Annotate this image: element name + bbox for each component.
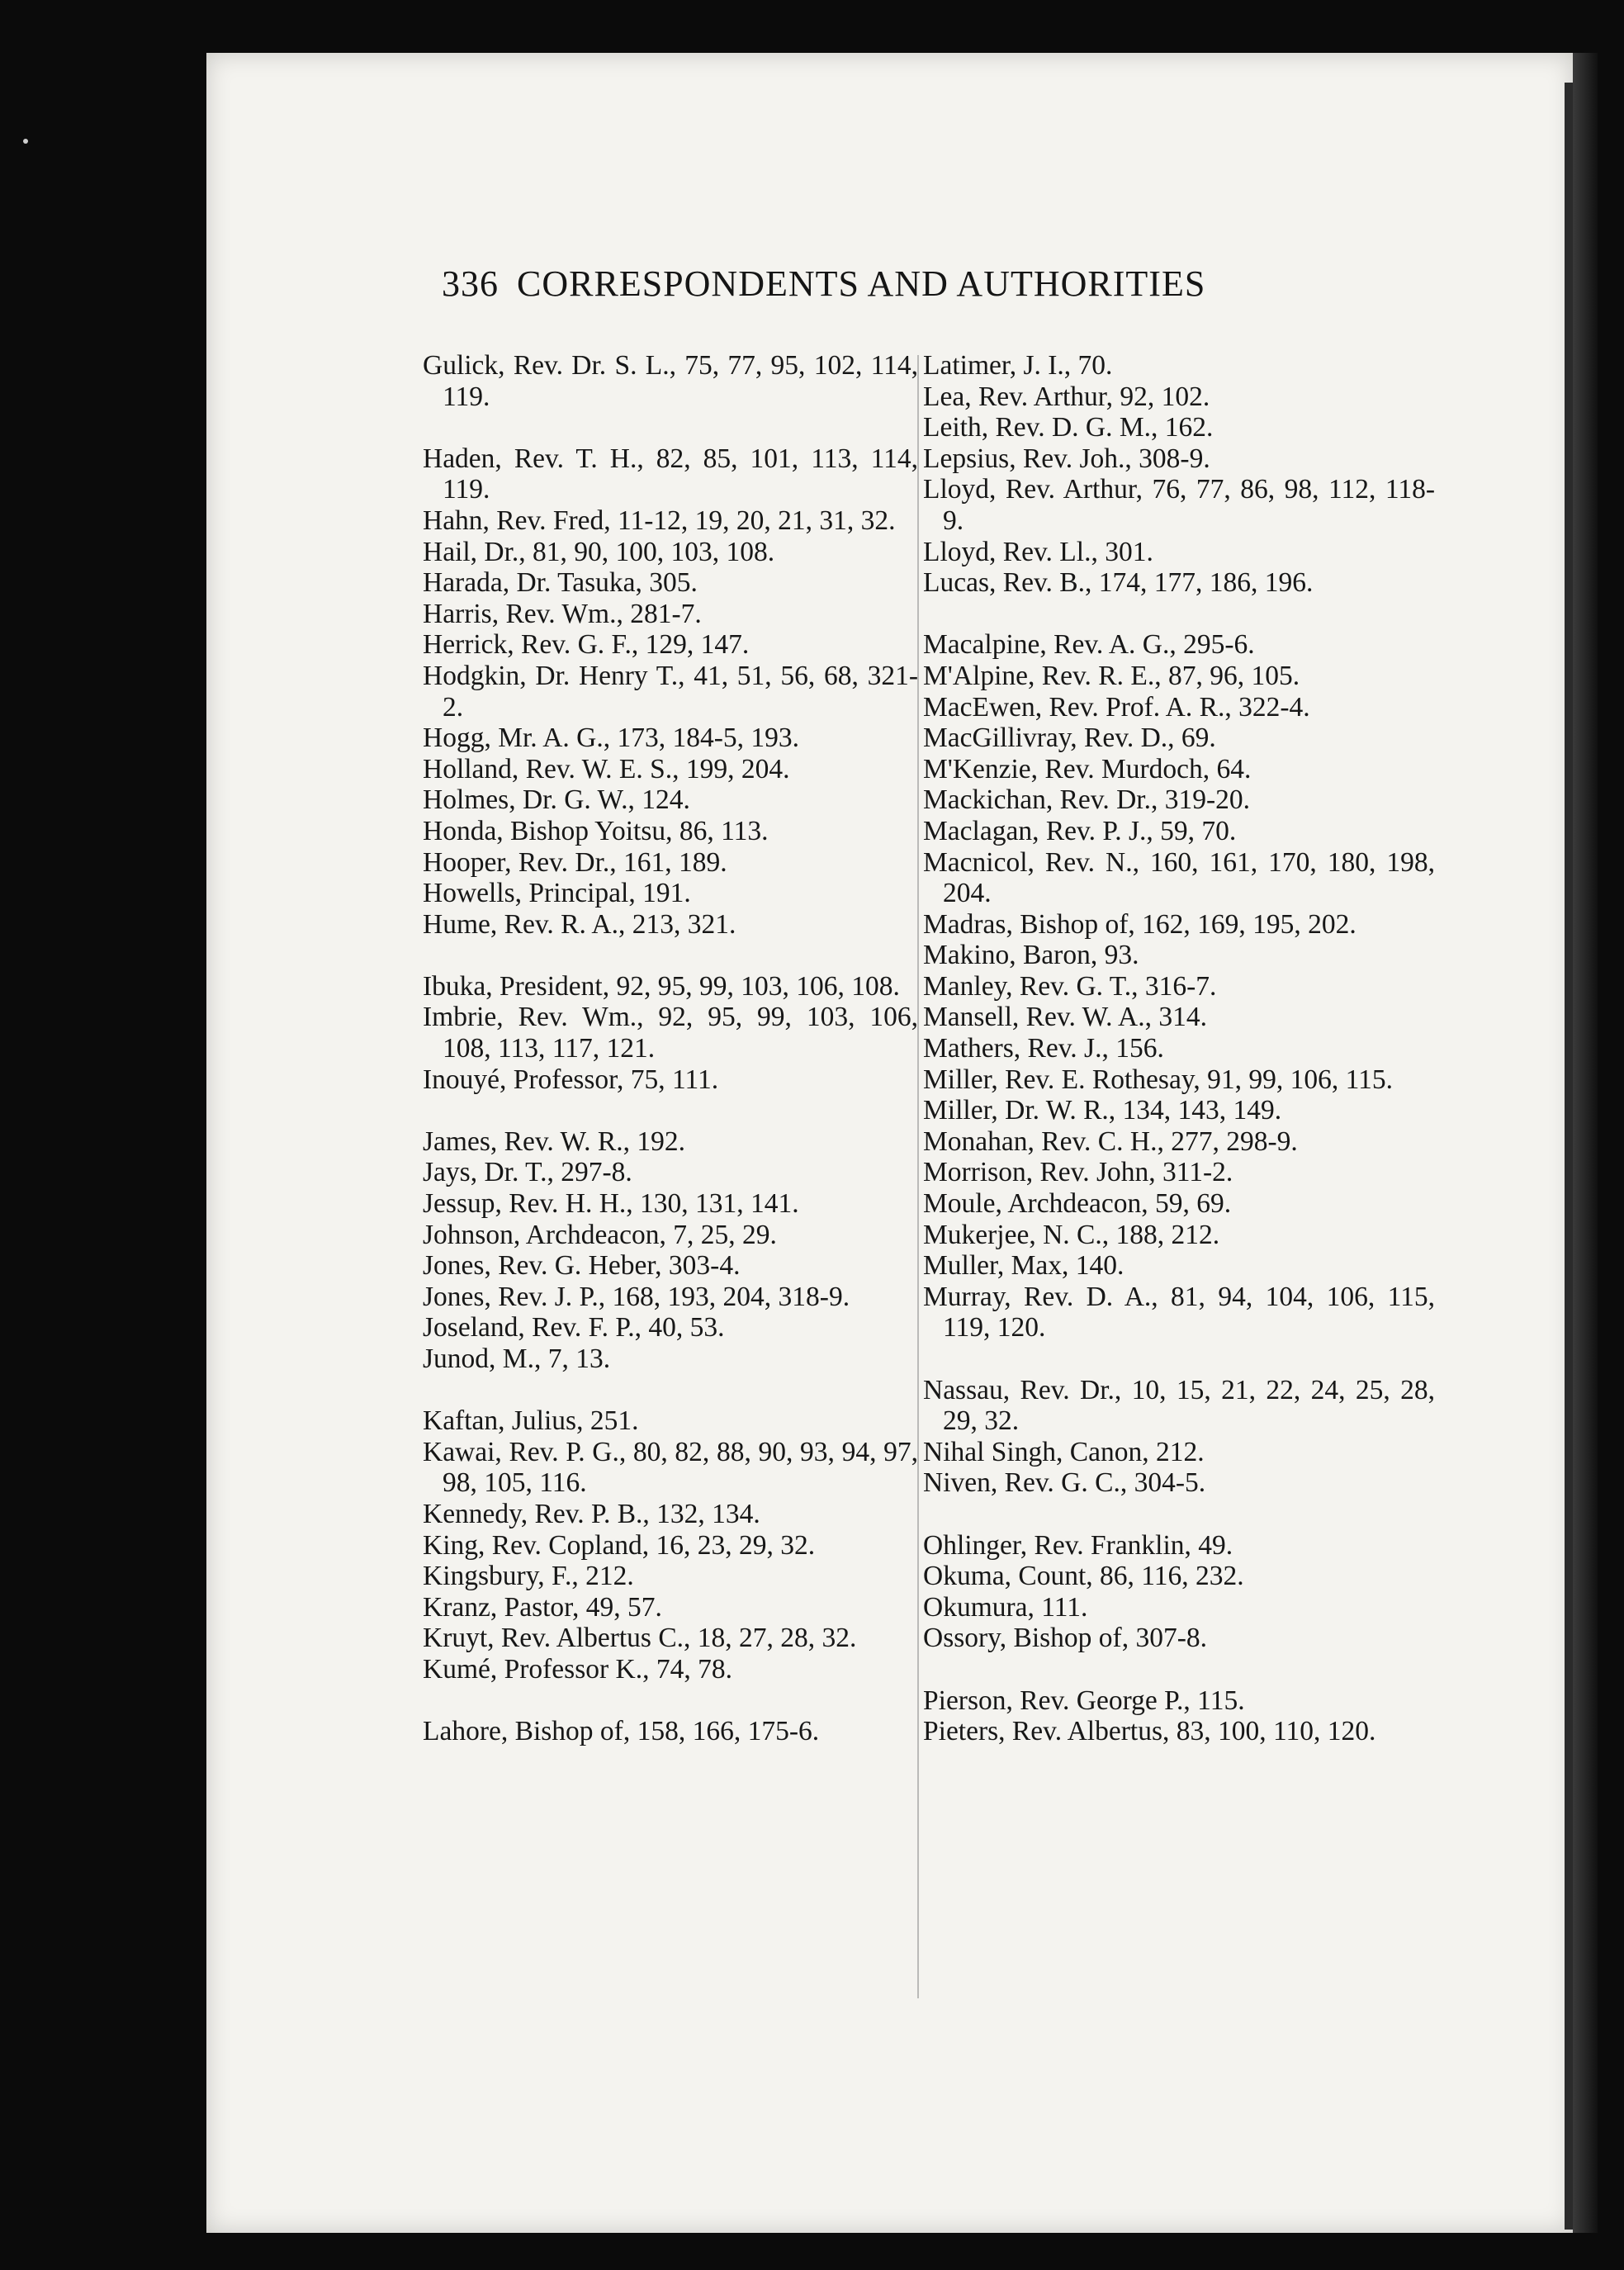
index-entry: Lucas, Rev. B., 174, 177, 186, 196. [923, 567, 1314, 599]
index-entry: Kruyt, Rev. Albertus C., 18, 27, 28, 32. [423, 1623, 857, 1654]
index-entry: Miller, Rev. E. Rothesay, 91, 99, 106, 115. [923, 1064, 1394, 1095]
index-entry: James, Rev. W. R., 192. [423, 1126, 685, 1157]
index-entry: Gulick, Rev. Dr. S. L., 75, 77, 95, 102, 114, 119. [423, 350, 918, 412]
section-gap [423, 1685, 918, 1717]
index-entry: Lea, Rev. Arthur, 92, 102. [923, 381, 1210, 412]
section-gap [923, 1344, 1435, 1375]
index-entry: Nihal Singh, Canon, 212. [923, 1436, 1205, 1467]
index-entry: Latimer, J. I., 70. [923, 350, 1113, 381]
index-entry: Jones, Rev. J. P., 168, 193, 204, 318-9. [423, 1281, 850, 1312]
index-entry: Lahore, Bishop of, 158, 166, 175-6. [423, 1716, 820, 1747]
index-entry: Macalpine, Rev. A. G., 295-6. [923, 629, 1255, 661]
index-entry: Junod, M., 7, 13. [423, 1344, 611, 1374]
section-gap [423, 412, 918, 443]
section-gap [923, 1499, 1435, 1530]
index-entry: Lloyd, Rev. Ll., 301. [923, 536, 1153, 567]
index-entry: Hogg, Mr. A. G., 173, 184-5, 193. [423, 723, 799, 754]
index-entry: King, Rev. Copland, 16, 23, 29, 32. [423, 1529, 816, 1561]
index-entry: Hodgkin, Dr. Henry T., 41, 51, 56, 68, 321-2. [423, 660, 918, 723]
index-entry: Haden, Rev. T. H., 82, 85, 101, 113, 114, 119. [423, 443, 918, 505]
index-entry: Niven, Rev. G. C., 304-5. [923, 1467, 1206, 1499]
index-entry: Okumura, 111. [923, 1591, 1088, 1623]
index-entry: M'Kenzie, Rev. Murdoch, 64. [923, 753, 1252, 784]
index-entry: MacGillivray, Rev. D., 69. [923, 723, 1216, 754]
index-entry: Jessup, Rev. H. H., 130, 131, 141. [423, 1188, 799, 1220]
index-entry: Harada, Dr. Tasuka, 305. [423, 567, 698, 599]
index-entry: Morrison, Rev. John, 311-2. [923, 1157, 1233, 1188]
index-entry: Kingsbury, F., 212. [423, 1561, 634, 1592]
index-entry: Holmes, Dr. G. W., 124. [423, 784, 690, 816]
index-entry: Jones, Rev. G. Heber, 303-4. [423, 1250, 741, 1282]
index-entry: Madras, Bishop of, 162, 169, 195, 202. [923, 908, 1356, 940]
index-entry: Okuma, Count, 86, 116, 232. [923, 1561, 1244, 1592]
index-entry: Harris, Rev. Wm., 281-7. [423, 598, 702, 629]
page-edge [1565, 83, 1573, 2230]
index-entry: Hooper, Rev. Dr., 161, 189. [423, 846, 727, 878]
section-gap [923, 599, 1435, 630]
index-entry: Mansell, Rev. W. A., 314. [923, 1002, 1207, 1033]
index-entry: Howells, Principal, 191. [423, 878, 691, 909]
section-gap [423, 1095, 918, 1126]
index-entry: Pierson, Rev. George P., 115. [923, 1685, 1245, 1716]
page-title: CORRESPONDENTS AND AUTHORITIES [517, 263, 1206, 304]
index-entry: Ohlinger, Rev. Franklin, 49. [923, 1529, 1233, 1561]
index-entry: Imbrie, Rev. Wm., 92, 95, 99, 103, 106, 108, 113, 117, 121. [423, 1002, 918, 1064]
index-entry: Moule, Archdeacon, 59, 69. [923, 1188, 1232, 1220]
index-entry: Leith, Rev. D. G. M., 162. [923, 412, 1214, 443]
index-entry: Ibuka, President, 92, 95, 99, 103, 106, 108. [423, 970, 900, 1002]
index-entry: Mackichan, Rev. Dr., 319-20. [923, 784, 1251, 816]
index-entry: Hail, Dr., 81, 90, 100, 103, 108. [423, 536, 775, 567]
index-entry: Kumé, Professor K., 74, 78. [423, 1653, 732, 1685]
index-entry: Hahn, Rev. Fred, 11-12, 19, 20, 21, 31, 32. [423, 505, 896, 536]
section-gap [923, 1654, 1435, 1685]
index-entry: M'Alpine, Rev. R. E., 87, 96, 105. [923, 660, 1300, 691]
scan-speck [23, 139, 28, 144]
section-gap [423, 1375, 918, 1406]
index-entry: MacEwen, Rev. Prof. A. R., 322-4. [923, 691, 1310, 723]
index-entry: Macnicol, Rev. N., 160, 161, 170, 180, 198, 204. [923, 846, 1435, 909]
index-column-right [923, 350, 1435, 1747]
index-entry: Mukerjee, N. C., 188, 212. [923, 1219, 1220, 1250]
index-entry: Hume, Rev. R. A., 213, 321. [423, 908, 736, 940]
index-entry: Lepsius, Rev. Joh., 308-9. [923, 443, 1210, 474]
index-entry: Jays, Dr. T., 297-8. [423, 1157, 632, 1188]
section-gap [423, 940, 918, 971]
index-entry: Ossory, Bishop of, 307-8. [923, 1623, 1207, 1654]
index-entry: Kawai, Rev. P. G., 80, 82, 88, 90, 93, 94, 97, 98, 105, 116. [423, 1436, 918, 1499]
index-entry: Inouyé, Professor, 75, 111. [423, 1064, 719, 1095]
index-entry: Monahan, Rev. C. H., 277, 298-9. [923, 1126, 1298, 1157]
index-entry: Maclagan, Rev. P. J., 59, 70. [923, 815, 1237, 846]
index-entry: Honda, Bishop Yoitsu, 86, 113. [423, 815, 769, 846]
index-entry: Joseland, Rev. F. P., 40, 53. [423, 1312, 725, 1344]
index-column-left [423, 350, 918, 1747]
index-entry: Makino, Baron, 93. [923, 940, 1139, 971]
index-entry: Manley, Rev. G. T., 316-7. [923, 970, 1217, 1002]
index-entry: Holland, Rev. W. E. S., 199, 204. [423, 753, 790, 784]
page-header [442, 263, 1205, 305]
page-number: 336 [442, 263, 499, 304]
index-entry: Muller, Max, 140. [923, 1250, 1124, 1282]
index-entry: Pieters, Rev. Albertus, 83, 100, 110, 120. [923, 1716, 1376, 1747]
index-entry: Miller, Dr. W. R., 134, 143, 149. [923, 1095, 1282, 1126]
index-entry: Lloyd, Rev. Arthur, 76, 77, 86, 98, 112, 118-9. [923, 474, 1435, 536]
index-entry: Kennedy, Rev. P. B., 132, 134. [423, 1498, 760, 1529]
index-entry: Johnson, Archdeacon, 7, 25, 29. [423, 1219, 777, 1250]
index-entry: Kaftan, Julius, 251. [423, 1405, 639, 1437]
book-spine [1573, 53, 1598, 2233]
index-entry: Mathers, Rev. J., 156. [923, 1033, 1164, 1064]
index-entry: Murray, Rev. D. A., 81, 94, 104, 106, 115, 119, 120. [923, 1281, 1435, 1344]
index-entry: Nassau, Rev. Dr., 10, 15, 21, 22, 24, 25, 28, 29, 32. [923, 1374, 1435, 1437]
index-entry: Kranz, Pastor, 49, 57. [423, 1591, 662, 1623]
index-entry: Herrick, Rev. G. F., 129, 147. [423, 629, 750, 661]
